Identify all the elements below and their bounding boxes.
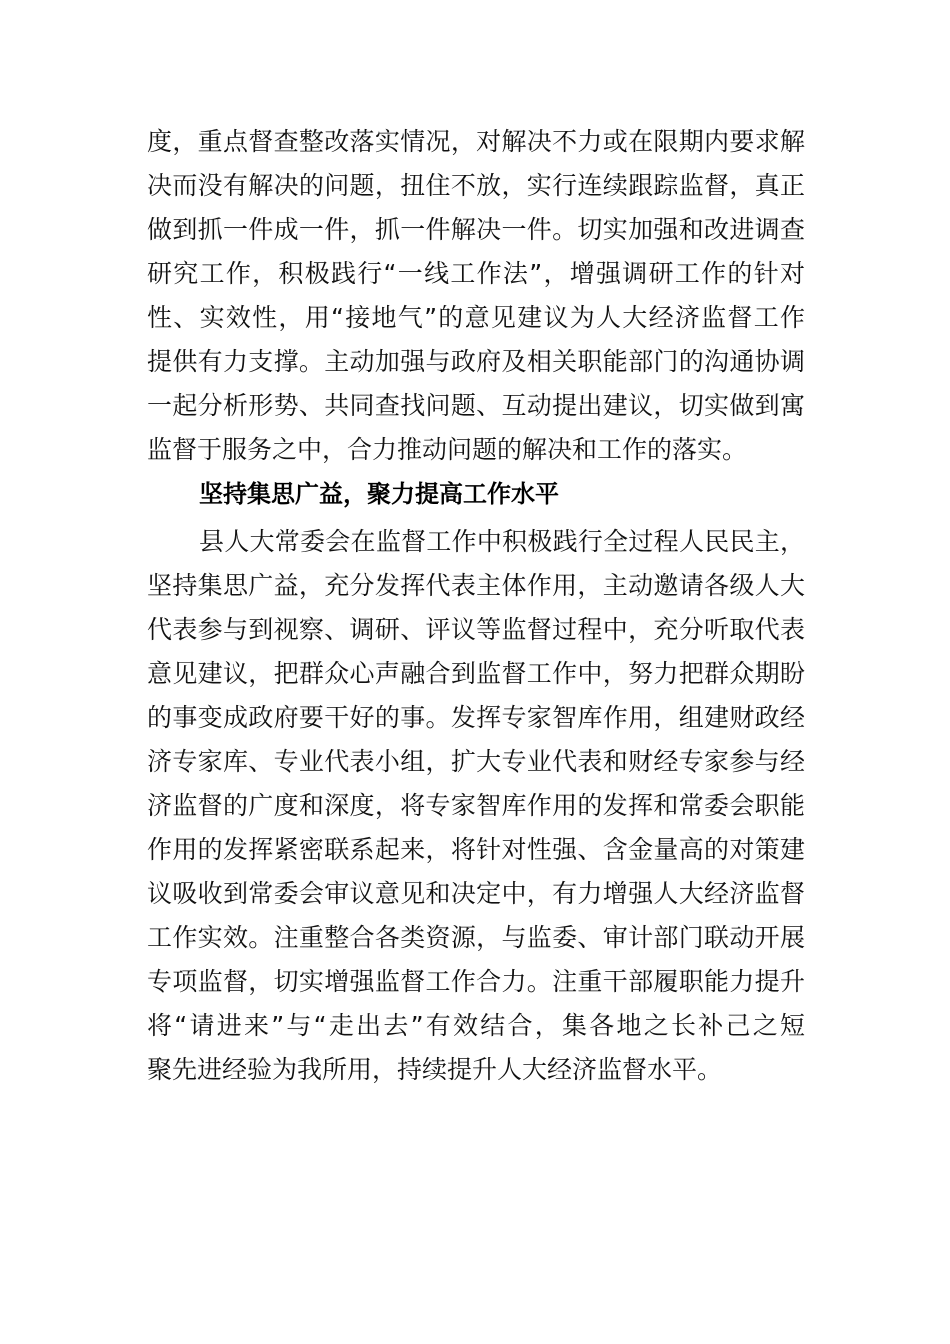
paragraph-line: 县人大常委会在监督工作中积极践行全过程人民民主， (199, 527, 805, 556)
paragraph-line: 济监督的广度和深度，将专家智库作用的发挥和常委会职能 (147, 791, 805, 820)
paragraph-line: 议吸收到常委会审议意见和决定中，有力增强人大经济监督 (147, 879, 805, 908)
paragraph-line: 专项监督，切实增强监督工作合力。注重干部履职能力提升 (147, 967, 805, 996)
paragraph-line: 度，重点督查整改落实情况，对解决不力或在限期内要求解 (147, 127, 805, 156)
paragraph-line: 工作实效。注重整合各类资源，与监委、审计部门联动开展 (147, 923, 805, 952)
paragraph-line: 济专家库、专业代表小组，扩大专业代表和财经专家参与经 (147, 747, 805, 776)
paragraph-line: 聚先进经验为我所用，持续提升人大经济监督水平。 (147, 1055, 723, 1084)
paragraph-line: 性、实效性，用“接地气”的意见建议为人大经济监督工作 (147, 303, 805, 332)
paragraph-line: 意见建议，把群众心声融合到监督工作中，努力把群众期盼 (147, 659, 805, 688)
paragraph-line: 的事变成政府要干好的事。发挥专家智库作用，组建财政经 (147, 703, 805, 732)
section-heading: 坚持集思广益，聚力提高工作水平 (199, 480, 559, 508)
paragraph-line: 作用的发挥紧密联系起来，将针对性强、含金量高的对策建 (147, 835, 805, 864)
paragraph-line: 做到抓一件成一件，抓一件解决一件。切实加强和改进调查 (147, 215, 805, 244)
paragraph-line: 监督于服务之中，合力推动问题的解决和工作的落实。 (147, 435, 748, 464)
paragraph-line: 研究工作，积极践行“一线工作法”，增强调研工作的针对 (147, 259, 805, 288)
paragraph-line: 提供有力支撑。主动加强与政府及相关职能部门的沟通协调 (147, 347, 805, 376)
paragraph-line: 决而没有解决的问题，扭住不放，实行连续跟踪监督，真正 (147, 171, 805, 200)
paragraph-line: 代表参与到视察、调研、评议等监督过程中，充分听取代表 (147, 615, 805, 644)
paragraph-line: 将“请进来”与“走出去”有效结合，集各地之长补己之短 (147, 1011, 805, 1040)
paragraph-line: 坚持集思广益，充分发挥代表主体作用，主动邀请各级人大 (147, 571, 805, 600)
paragraph-line: 一起分析形势、共同查找问题、互动提出建议，切实做到寓 (147, 391, 805, 420)
